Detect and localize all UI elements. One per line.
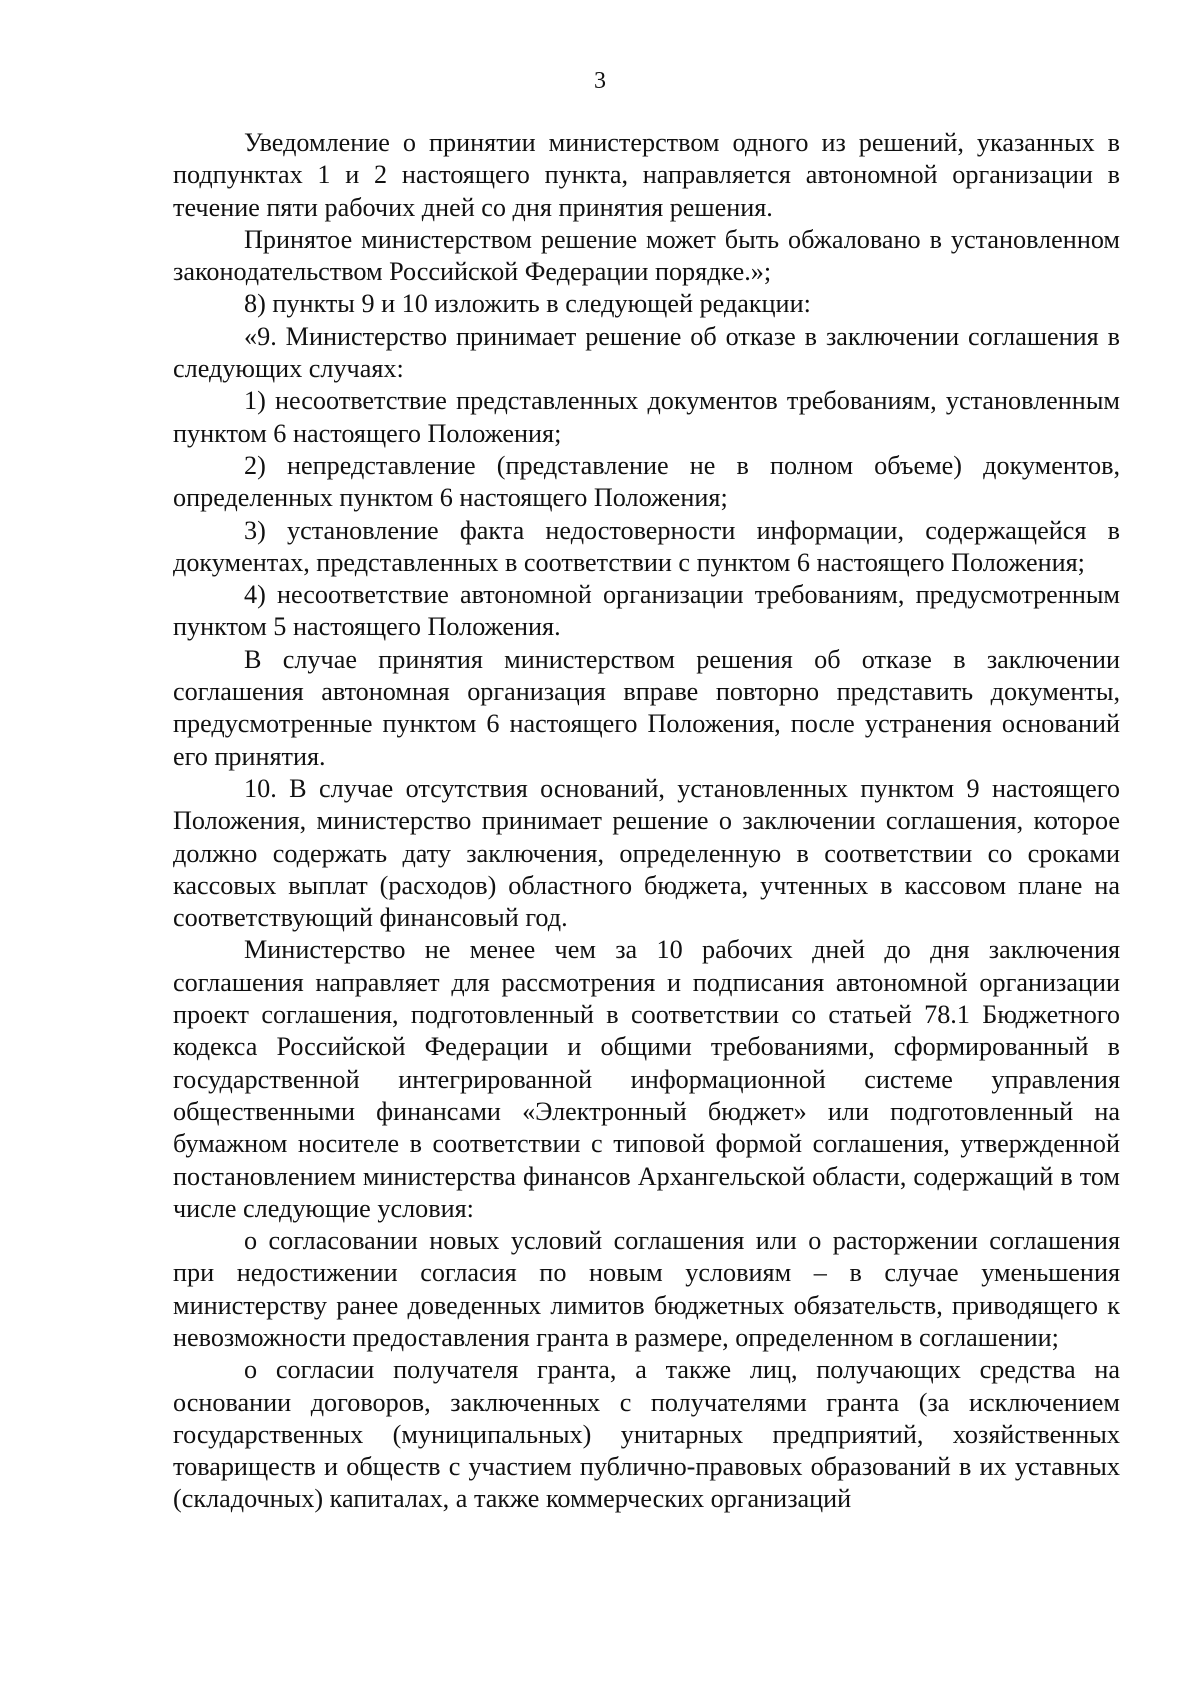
paragraph-appeal: Принятое министерством решение может быть обжаловано в установленном законодательством Российской Федерации порядке.»; [173,224,1120,287]
paragraph-condition-new-terms: о согласовании новых условий соглашения или о расторжении соглашения при недостижении согласия по новым условиям – в случае уменьшения министерству ранее доведенных лимитов бюджетных обязательств, приводящего к невозможности предоставления гранта в размере, определенном в соглашении; [173,1226,1120,1352]
paragraph-point-10: 10. В случае отсутствия оснований, установленных пунктом 9 настоящего Положения, министерство принимает решение о заключении соглашения, которое должно содержать дату заключения, определенную в соответствии со сроками кассовых выплат (расходов) областного бюджета, учтенных в кассовом плане на соответствующий финансовый год. [173,773,1120,933]
paragraph-refusal-resubmission: В случае принятия министерством решения об отказе в заключении соглашения автономная организация вправе повторно представить документы, предусмотренные пунктом 6 настоящего Положения, после устранения оснований его принятия. [173,644,1120,771]
page-number: 3 [594,68,606,94]
paragraph-condition-consent: о согласии получателя гранта, а также лиц, получающих средства на основании договоров, заключенных с получателями гранта (за исключением государственных (муниципальных) унитарных предприятий, хозяйственных товариществ и обществ с участием публично-правовых образований в их уставных (складочных) капиталах, а также коммерческих организаций [173,1355,1120,1514]
document-body [173,127,1120,1516]
paragraph-subpoint-4: 4) несоответствие автономной организации требованиям, предусмотренным пунктом 5 настоящего Положения. [173,580,1120,642]
paragraph-subpoint-3: 3) установление факта недостоверности информации, содержащейся в документах, представленных в соответствии с пунктом 6 настоящего Положения; [173,515,1120,577]
paragraph-subpoint-2: 2) непредставление (представление не в полном объеме) документов, определенных пунктом 6 настоящего Положения; [173,450,1120,513]
paragraph-item-8: 8) пункты 9 и 10 изложить в следующей редакции: [244,289,811,319]
paragraph-subpoint-1: 1) несоответствие представленных документов требованиям, установленным пунктом 6 настоящего Положения; [173,386,1120,448]
paragraph-agreement-draft: Министерство не менее чем за 10 рабочих дней до дня заключения соглашения направляет для рассмотрения и подписания автономной организации проект соглашения, подготовленный в соответствии со статьей 78.1 Бюджетного кодекса Российской Федерации и общими требованиями, сформированный в государственной интегрированной информационной системе управления общественными финансами «Электронный бюджет» или подготовленный на бумажном носителе в соответствии с типовой формой соглашения, утвержденной постановлением министерства финансов Архангельской области, содержащий в том числе следующие условия: [173,935,1120,1223]
paragraph-point-9: «9. Министерство принимает решение об отказе в заключении соглашения в следующих случаях: [173,321,1120,384]
paragraph-notification: Уведомление о принятии министерством одного из решений, указанных в подпунктах 1 и 2 настоящего пункта, направляется автономной организации в течение пяти рабочих дней со дня принятия решения. [173,128,1120,222]
